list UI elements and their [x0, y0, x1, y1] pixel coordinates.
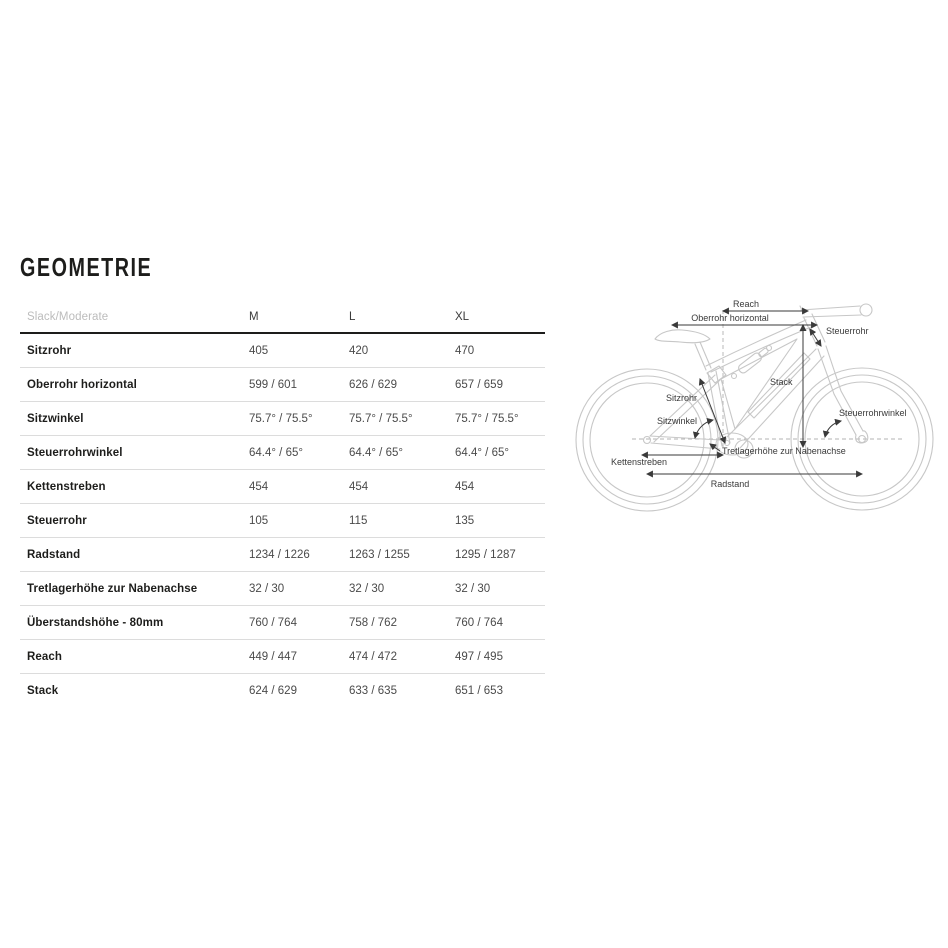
row-value-m: 75.7° / 75.5°	[249, 412, 313, 425]
diagram-label-tretlagerhoehe: Tretlagerhöhe zur Nabenachse	[722, 446, 846, 456]
header-col-xl: XL	[455, 311, 470, 323]
front-wheel-icon	[791, 368, 933, 510]
tretlagerhoehe-leader-arrow	[710, 444, 720, 451]
row-value-l: 115	[349, 514, 368, 527]
row-value-m: 624 / 629	[249, 684, 297, 697]
row-value-m: 64.4° / 65°	[249, 446, 303, 459]
row-label: Steuerrohr	[27, 514, 87, 527]
row-value-l: 633 / 635	[349, 684, 397, 697]
row-value-m: 454	[249, 480, 269, 493]
row-value-l: 420	[349, 344, 369, 357]
row-value-m: 1234 / 1226	[249, 548, 310, 561]
row-value-l: 1263 / 1255	[349, 548, 410, 561]
row-value-l: 474 / 472	[349, 650, 397, 663]
table-row	[20, 470, 545, 504]
row-value-m: 760 / 764	[249, 616, 297, 629]
rear-wheel-icon	[576, 369, 718, 511]
page-title: GEOMETRIE	[20, 252, 153, 282]
saddle-icon	[655, 330, 710, 343]
row-value-xl: 75.7° / 75.5°	[455, 412, 519, 425]
row-value-l: 454	[349, 480, 369, 493]
row-value-xl: 64.4° / 65°	[455, 446, 509, 459]
diagram-label-radstand: Radstand	[710, 479, 750, 489]
header-col-l: L	[349, 311, 356, 323]
table-row	[20, 334, 545, 368]
row-value-xl: 135	[455, 514, 475, 527]
row-label: Radstand	[27, 548, 81, 561]
table-row	[20, 606, 545, 640]
diagram-label-kettenstreben: Kettenstreben	[611, 457, 668, 467]
row-value-xl: 1295 / 1287	[455, 548, 516, 561]
row-value-xl: 454	[455, 480, 475, 493]
row-value-l: 626 / 629	[349, 378, 397, 391]
fork-icon	[818, 349, 834, 394]
row-value-xl: 470	[455, 344, 475, 357]
diagram-label-stack: Stack	[770, 377, 793, 387]
row-label: Stack	[27, 684, 59, 697]
steuerrohrwinkel-arc	[825, 421, 841, 437]
table-row	[20, 402, 545, 436]
row-label: Steuerrohrwinkel	[27, 446, 123, 459]
row-label: Oberrohr horizontal	[27, 378, 137, 391]
row-value-xl: 657 / 659	[455, 378, 503, 391]
row-value-xl: 32 / 30	[455, 582, 491, 595]
row-label: Tretlagerhöhe zur Nabenachse	[27, 582, 198, 595]
diagram-label-steuerrohr: Steuerrohr	[826, 326, 869, 336]
geometry-table	[20, 302, 545, 707]
row-value-m: 405	[249, 344, 269, 357]
header-col-m: M	[249, 311, 259, 323]
grip-icon	[860, 304, 872, 316]
table-row	[20, 436, 545, 470]
table-row	[20, 572, 545, 606]
table-row	[20, 640, 545, 674]
row-value-xl: 497 / 495	[455, 650, 503, 663]
header-variant-label: Slack/Moderate	[27, 311, 109, 323]
diagram-label-steuerrohrwinkel: Steuerrohrwinkel	[839, 408, 907, 418]
table-row	[20, 674, 545, 707]
row-label: Kettenstreben	[27, 480, 106, 493]
row-value-l: 32 / 30	[349, 582, 385, 595]
row-label: Sitzwinkel	[27, 412, 84, 425]
table-row	[20, 538, 545, 572]
row-value-m: 449 / 447	[249, 650, 297, 663]
bike-geometry-diagram	[570, 292, 948, 520]
table-row	[20, 504, 545, 538]
diagram-label-sitzwinkel: Sitzwinkel	[657, 416, 698, 426]
diagram-label-oberrohr: Oberrohr horizontal	[691, 313, 769, 323]
row-label: Reach	[27, 650, 63, 663]
diagram-label-sitzrohr: Sitzrohr	[666, 393, 698, 403]
row-value-m: 32 / 30	[249, 582, 285, 595]
row-label: Überstandshöhe - 80mm	[27, 616, 164, 629]
row-value-xl: 651 / 653	[455, 684, 503, 697]
row-label: Sitzrohr	[27, 344, 72, 357]
row-value-l: 75.7° / 75.5°	[349, 412, 413, 425]
row-value-m: 599 / 601	[249, 378, 297, 391]
row-value-xl: 760 / 764	[455, 616, 503, 629]
diagram-label-reach: Reach	[732, 299, 760, 309]
table-header-row	[20, 302, 545, 334]
row-value-m: 105	[249, 514, 269, 527]
row-value-l: 64.4° / 65°	[349, 446, 403, 459]
row-value-l: 758 / 762	[349, 616, 397, 629]
table-row	[20, 368, 545, 402]
